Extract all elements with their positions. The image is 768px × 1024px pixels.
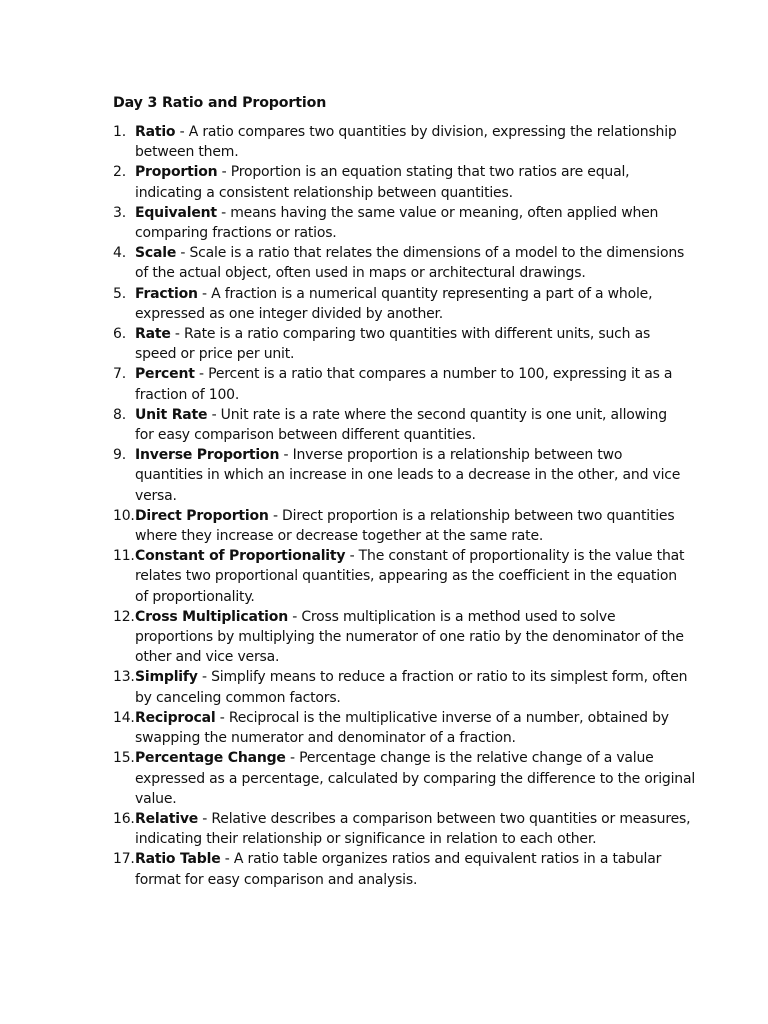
term-name: Percentage Change [135,750,286,767]
list-item [113,667,688,707]
term-name: Scale [135,245,177,262]
item-line [135,445,681,465]
list-item [113,546,685,607]
term-name: Cross Multiplication [135,608,288,625]
item-line: speed or price per unit. [135,346,295,363]
term-definition: - Proportion is an equation stating that two ratios are equal, [217,164,630,181]
item-number: 13. [113,669,135,686]
term-name: Proportion [135,164,218,181]
item-line [135,506,681,526]
list-item [113,708,681,748]
item-number: 14. [113,709,135,726]
item-number: 9. [113,447,126,464]
term-name: Constant of Proportionality [135,548,346,565]
term-definition: - A ratio compares two quantities by division, expressing the relationship [175,124,677,140]
item-line [135,284,681,304]
item-number: 17. [113,851,135,868]
list-item [113,849,681,889]
item-number: 4. [113,245,126,262]
item-line [135,809,691,829]
list-item [113,203,681,243]
item-number: 1. [113,124,126,140]
item-line: by canceling common factors. [135,689,341,706]
item-line [135,122,681,142]
term-name: Percent [135,366,195,383]
list-item [113,607,684,668]
term-name: Fraction [135,285,198,302]
term-definition: - Reciprocal is the multiplicative inverse of a number, obtained by [215,709,669,726]
item-line [135,364,681,384]
item-line [135,324,681,344]
list-item [113,243,685,283]
term-definition: - Inverse proportion is a relationship between two [279,447,623,464]
term-name: Reciprocal [135,709,216,726]
item-number: 5. [113,285,126,302]
list-item [113,162,681,202]
vocabulary-list [113,122,696,890]
item-line: relates two proportional quantities, appearing as the coefficient in the equation [135,568,677,585]
term-name: Inverse Proportion [135,447,280,464]
item-line: indicating a consistent relationship between quantities. [135,184,513,201]
item-line [135,849,681,869]
item-line: of proportionality. [135,588,255,605]
item-number: 10. [113,507,135,524]
term-definition: - Percentage change is the relative change of a value [285,750,654,767]
list-item [113,445,681,506]
item-line: value. [135,790,177,807]
item-number: 3. [113,204,126,221]
item-line: indicating their relationship or significance in relation to each other. [135,831,597,848]
term-definition: - Unit rate is a rate where the second quantity is one unit, allowing [207,406,667,423]
item-line [135,748,681,768]
list-item [113,506,681,546]
term-definition: - Scale is a ratio that relates the dimensions of a model to the dimensions [176,245,685,262]
item-line: fraction of 100. [135,386,240,403]
item-line [135,405,681,425]
term-name: Equivalent [135,204,217,221]
item-line [135,203,681,223]
item-line: other and vice versa. [135,649,280,666]
term-definition: - Relative describes a comparison between two quantities or measures, [198,810,691,827]
list-item [113,284,681,324]
term-definition: - A fraction is a numerical quantity representing a part of a whole, [197,285,653,302]
item-line: comparing fractions or ratios. [135,225,337,242]
item-line: expressed as one integer divided by another. [135,305,444,322]
item-line: between them. [135,144,239,161]
item-line: proportions by multiplying the numerator of one ratio by the denominator of the [135,629,684,646]
item-number: 16. [113,810,135,827]
term-name: Direct Proportion [135,507,269,524]
item-number: 8. [113,406,126,423]
item-number: 12. [113,608,135,625]
term-name: Simplify [135,669,198,686]
term-definition: - Cross multiplication is a method used to solve [287,608,616,625]
document-title: Day 3 Ratio and Proportion [113,95,327,111]
item-line: for easy comparison between different quantities. [135,427,476,444]
term-definition: - means having the same value or meaning, often applied when [216,204,659,221]
item-line: expressed as a percentage, calculated by comparing the difference to the original [135,770,696,787]
list-item [113,364,681,404]
list-item [113,324,681,364]
list-item [113,809,691,849]
term-name: Relative [135,810,199,827]
item-number: 6. [113,326,126,343]
item-line: quantities in which an increase in one leads to a decrease in the other, and vice [135,467,681,484]
term-definition: - Percent is a ratio that compares a number to 100, expressing it as a [194,366,673,383]
term-name: Rate [135,326,171,343]
item-line: of the actual object, often used in maps or architectural drawings. [135,265,586,282]
item-line: versa. [135,487,177,504]
list-item [113,122,681,162]
term-name: Ratio [135,124,176,140]
item-line [135,162,681,182]
item-line [135,243,685,263]
term-definition: - Rate is a ratio comparing two quantities with different units, such as [170,326,651,343]
item-number: 11. [113,548,135,565]
item-number: 7. [113,366,126,383]
item-number: 2. [113,164,126,181]
term-definition: - Direct proportion is a relationship between two quantities [268,507,675,524]
item-line [135,667,688,687]
item-line [135,546,685,566]
item-line: swapping the numerator and denominator of a fraction. [135,730,516,747]
term-name: Unit Rate [135,406,208,423]
term-definition: - Simplify means to reduce a fraction or ratio to its simplest form, often [197,669,688,686]
item-number: 15. [113,750,135,767]
term-definition: - A ratio table organizes ratios and equivalent ratios in a tabular [220,851,662,868]
item-line [135,607,681,627]
item-line: where they increase or decrease together at the same rate. [135,528,544,545]
term-definition: - The constant of proportionality is the value that [345,548,685,565]
list-item [113,405,681,445]
list-item [113,748,696,809]
item-line: format for easy comparison and analysis. [135,871,418,888]
term-name: Ratio Table [135,851,221,868]
item-line [135,708,681,728]
